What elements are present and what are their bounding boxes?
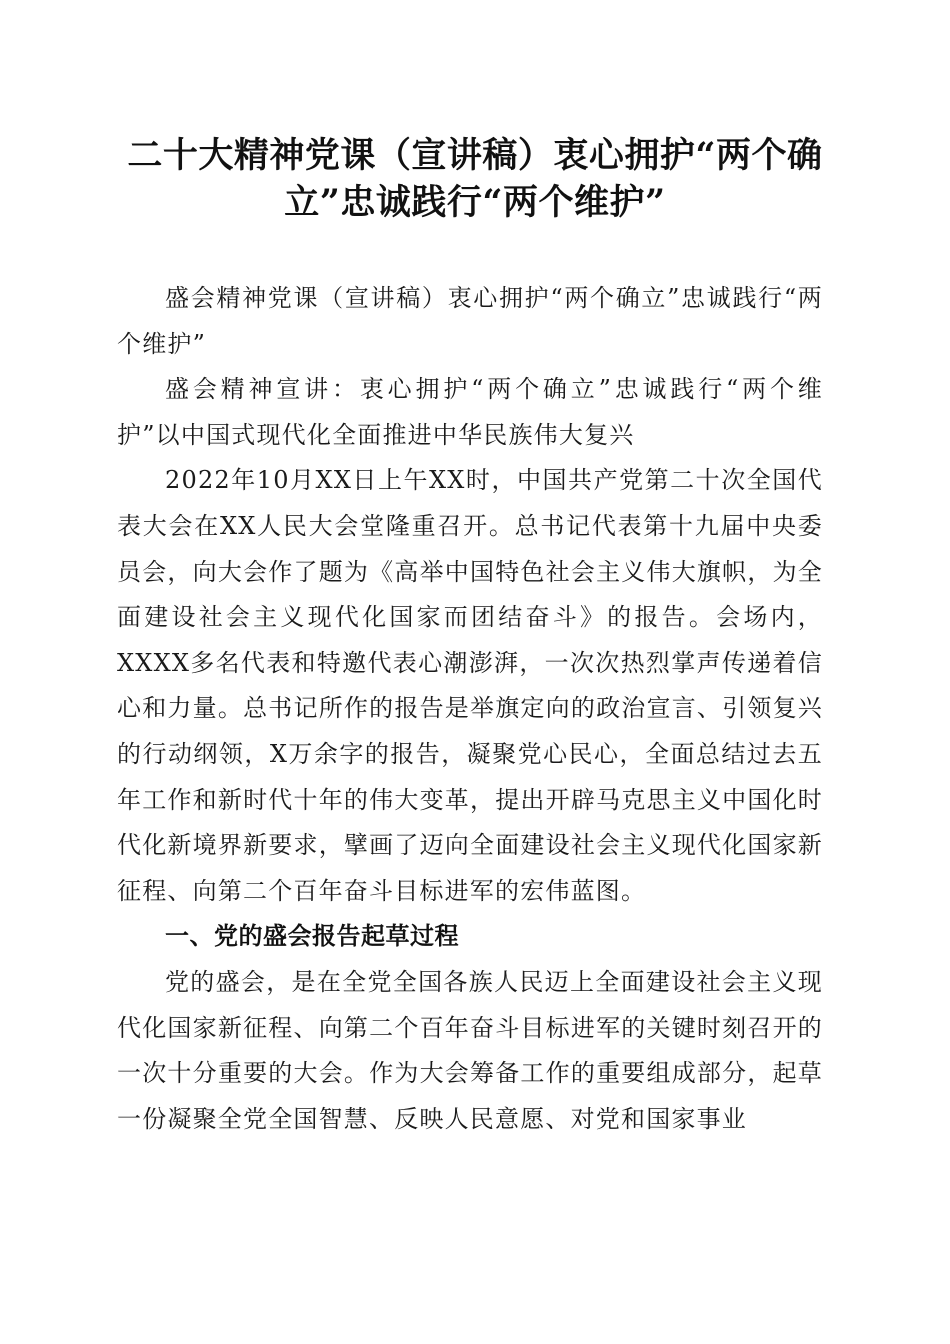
paragraph-subtitle: 盛会精神党课（宣讲稿）衷心拥护“两个确立”忠诚践行“两个维护”: [117, 284, 823, 358]
paragraph-section-1: 党的盛会，是在全党全国各族人民迈上全面建设社会主义现代化国家新征程、向第二个百年奋斗目标进军的关键时刻召开的一次十分重要的大会。作为大会筹备工作的重要组成部分，起草一份凝聚全党全国智慧、反映人民意愿、对党和国家事业: [117, 967, 823, 1133]
document-title: 二十大精神党课（宣讲稿）衷心拥护“两个确立”忠诚践行“两个维护”: [127, 135, 823, 223]
paragraph-lecture-title: 盛会精神宣讲：衷心拥护“两个确立”忠诚践行“两个维护”以中国式现代化全面推进中华民族伟大复兴: [117, 375, 823, 449]
section-heading: 一、党的盛会报告起草过程: [165, 922, 459, 951]
document-body: [117, 276, 823, 1142]
paragraph-intro: 2022年10月XX日上午XX时，中国共产党第二十次全国代表大会在XX人民大会堂隆重召开。总书记代表第十九届中央委员会，向大会作了题为《高举中国特色社会主义伟大旗帜，为全面建设社会主义现代化国家而团结奋斗》的报告。会场内，XXXX多名代表和特邀代表心潮澎湃，一次次热烈掌声传递着信心和力量。总书记所作的报告是举旗定向的政治宣言、引领复兴的行动纲领，X万余字的报告，凝聚党心民心，全面总结过去五年工作和新时代十年的伟大变革，提出开辟马克思主义中国化时代化新境界新要求，擘画了迈向全面建设社会主义现代化国家新征程、向第二个百年奋斗目标进军的宏伟蓝图。: [117, 466, 823, 905]
